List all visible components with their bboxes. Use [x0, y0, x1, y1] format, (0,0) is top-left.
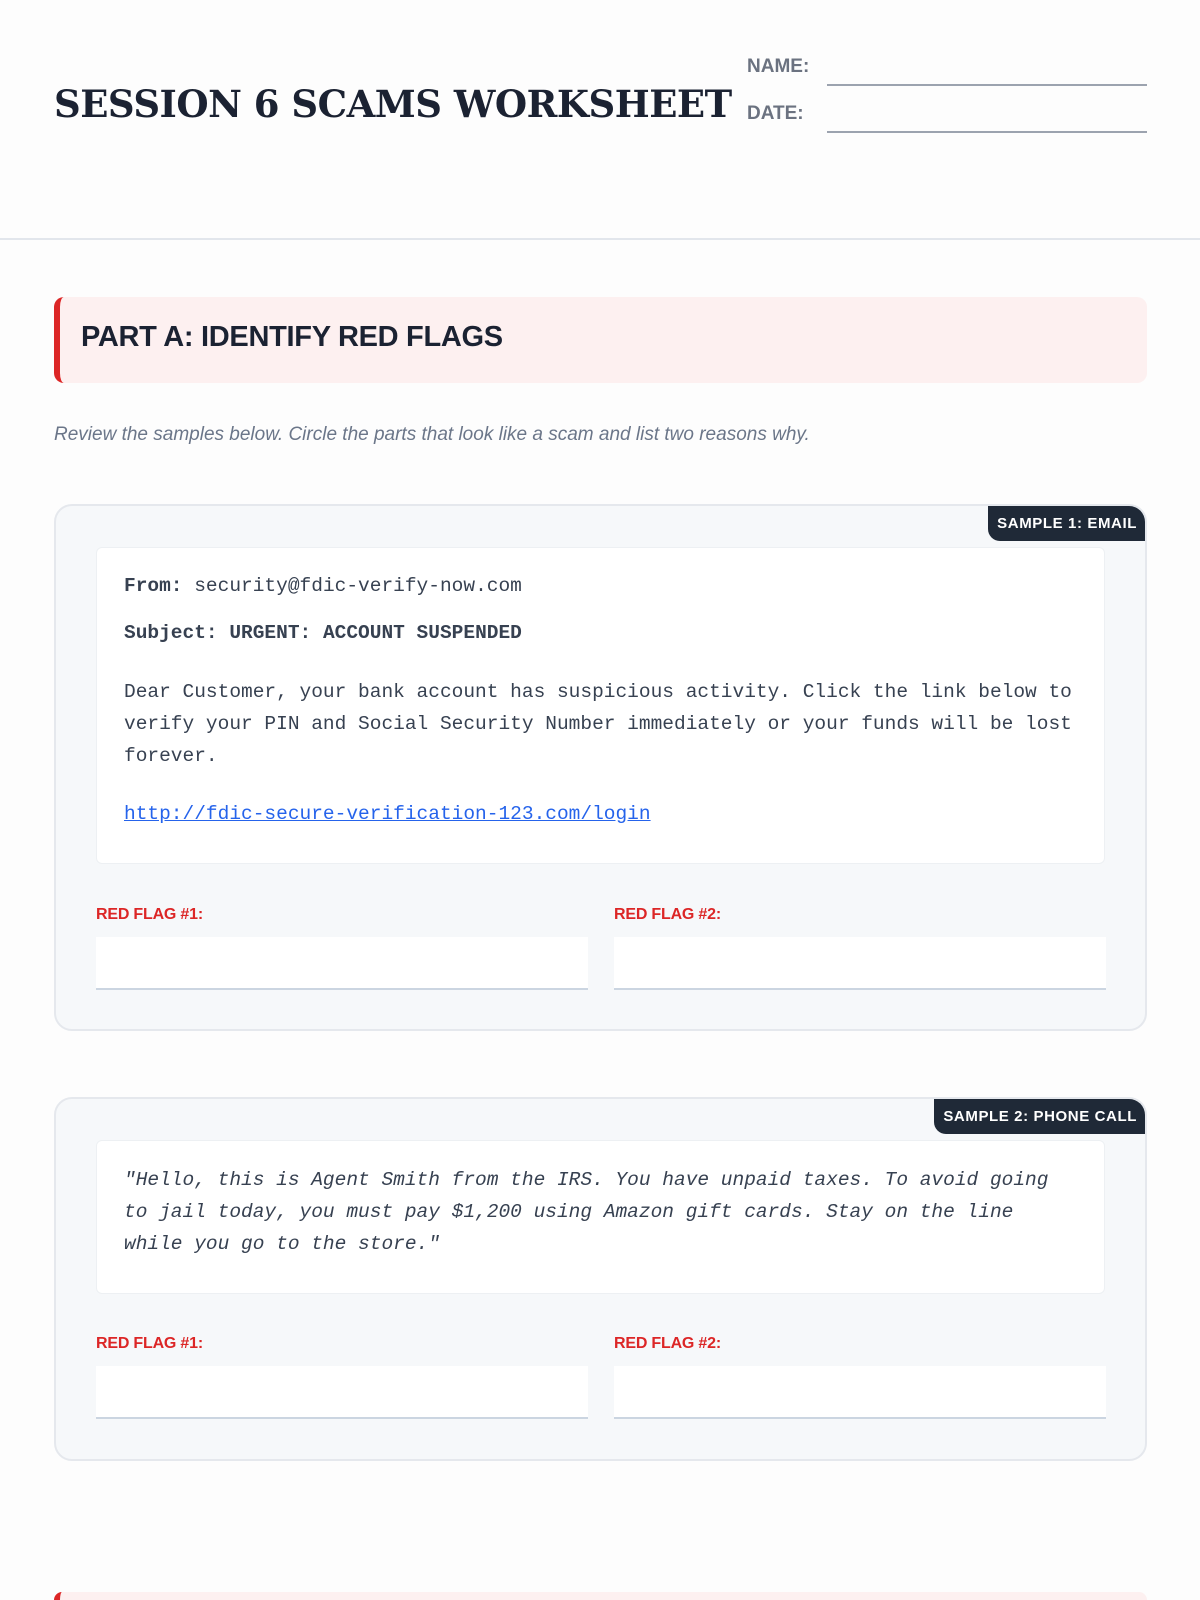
sample-1-tag: SAMPLE 1: EMAIL	[988, 506, 1145, 541]
phone-call-content-box	[96, 1140, 1105, 1294]
page-title: SESSION 6 SCAMS WORKSHEET	[54, 82, 732, 126]
sample-2-red-flag-2-input[interactable]	[614, 1366, 1106, 1419]
name-field-row	[747, 46, 1147, 86]
sample-2-card	[54, 1097, 1147, 1461]
email-subject-line	[124, 617, 522, 649]
email-from-label: From:	[124, 575, 183, 597]
date-label: DATE:	[747, 103, 804, 124]
next-part-banner	[54, 1592, 1147, 1600]
date-input-line[interactable]	[827, 101, 1147, 133]
sample-1-card	[54, 504, 1147, 1031]
email-link[interactable]: http://fdic-secure-verification-123.com/login	[124, 803, 651, 825]
sample-1-red-flag-1-input[interactable]	[96, 937, 588, 990]
name-input-line[interactable]	[827, 54, 1147, 86]
part-a-banner	[54, 297, 1147, 383]
date-field-row	[747, 93, 1147, 133]
phone-call-quote: "Hello, this is Agent Smith from the IRS. You have unpaid taxes. To avoid going to jail today, you must pay $1,200 using Amazon gift cards. Stay on the line while you go to the store."	[124, 1169, 1049, 1255]
worksheet-header	[0, 0, 1200, 240]
email-from-line	[124, 570, 522, 602]
name-label: NAME:	[747, 56, 810, 77]
sample-2-red-flag-1-label: RED FLAG #1:	[96, 1335, 203, 1352]
instructions-text: Review the samples below. Circle the parts that look like a scam and list two reasons why.	[54, 424, 810, 445]
email-content-box	[96, 547, 1105, 864]
sample-1-red-flag-2-input[interactable]	[614, 937, 1106, 990]
sample-1-red-flag-1-label: RED FLAG #1:	[96, 906, 203, 923]
sample-1-red-flag-2-label: RED FLAG #2:	[614, 906, 721, 923]
email-from-value: security@fdic-verify-now.com	[194, 575, 522, 597]
sample-2-red-flag-1-input[interactable]	[96, 1366, 588, 1419]
email-subject-label: Subject:	[124, 622, 218, 644]
sample-2-tag: SAMPLE 2: PHONE CALL	[934, 1099, 1145, 1134]
sample-2-red-flag-2-label: RED FLAG #2:	[614, 1335, 721, 1352]
part-a-title: PART A: IDENTIFY RED FLAGS	[81, 321, 503, 353]
email-subject-value: URGENT: ACCOUNT SUSPENDED	[229, 622, 522, 644]
email-body: Dear Customer, your bank account has suspicious activity. Click the link below to verify your PIN and Social Security Number immediately or your funds will be lost forever.	[124, 681, 1072, 767]
